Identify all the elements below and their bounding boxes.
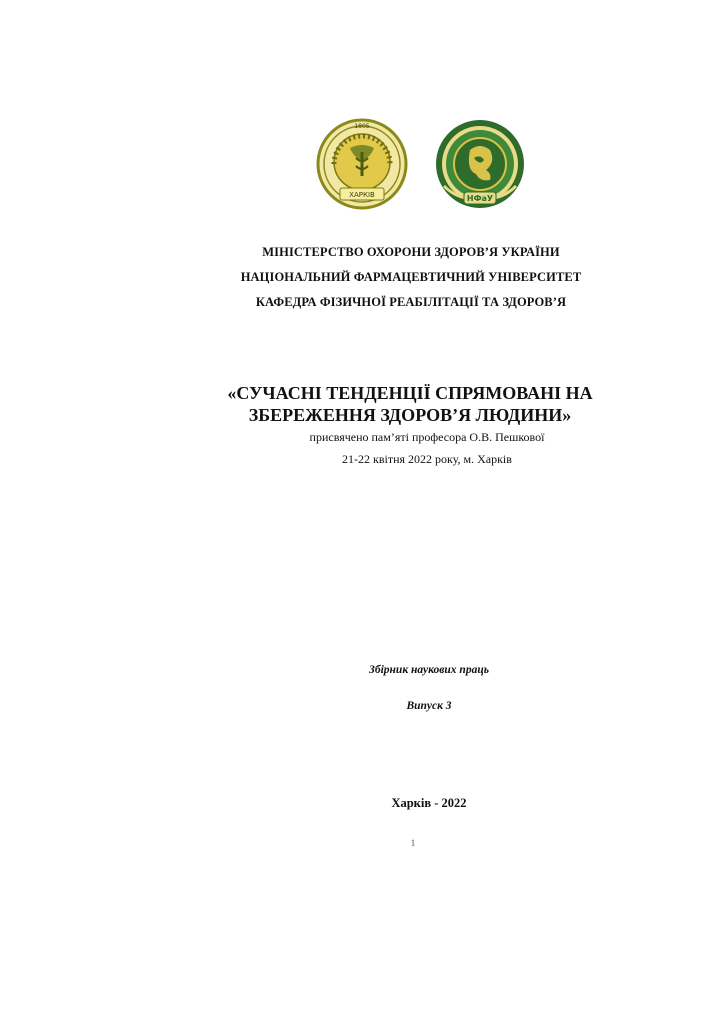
dedication-text: присвячено пам’яті професора О.В. Пешкової <box>309 430 545 444</box>
date-place-text: 21-22 квітня 2022 року, м. Харків <box>342 452 512 466</box>
issue-label: Випуск 3 <box>406 700 452 712</box>
seal-top-text: 1805 <box>354 123 370 130</box>
department-name: КАФЕДРА ФІЗИЧНОЇ РЕАБІЛІТАЦІЇ ТА ЗДОРОВ’Я <box>255 295 567 309</box>
logos-row <box>316 118 522 210</box>
emblem-badge-text: НФаУ <box>466 194 494 203</box>
institution-header <box>0 240 724 315</box>
seal-ribbon-text: ХАРКІВ <box>349 191 375 199</box>
conference-title-block <box>0 382 724 468</box>
university-seal-icon <box>316 118 408 210</box>
page-number: 1 <box>410 838 416 848</box>
ministry-name: МІНІСТЕРСТВО ОХОРОНИ ЗДОРОВ’Я УКРАЇНИ <box>262 245 560 259</box>
pharmacy-emblem-icon <box>434 118 526 210</box>
conference-title-line-1: «СУЧАСНІ ТЕНДЕНЦІЇ СПРЯМОВАНІ НА <box>227 383 593 403</box>
university-name: НАЦІОНАЛЬНИЙ ФАРМАЦЕВТИЧНИЙ УНІВЕРСИТЕТ <box>240 270 582 284</box>
conference-title-line-2: ЗБЕРЕЖЕННЯ ЗДОРОВ’Я ЛЮДИНИ» <box>248 405 572 425</box>
city-year: Харків - 2022 <box>391 796 467 810</box>
collection-label: Збірник наукових праць <box>369 664 489 676</box>
